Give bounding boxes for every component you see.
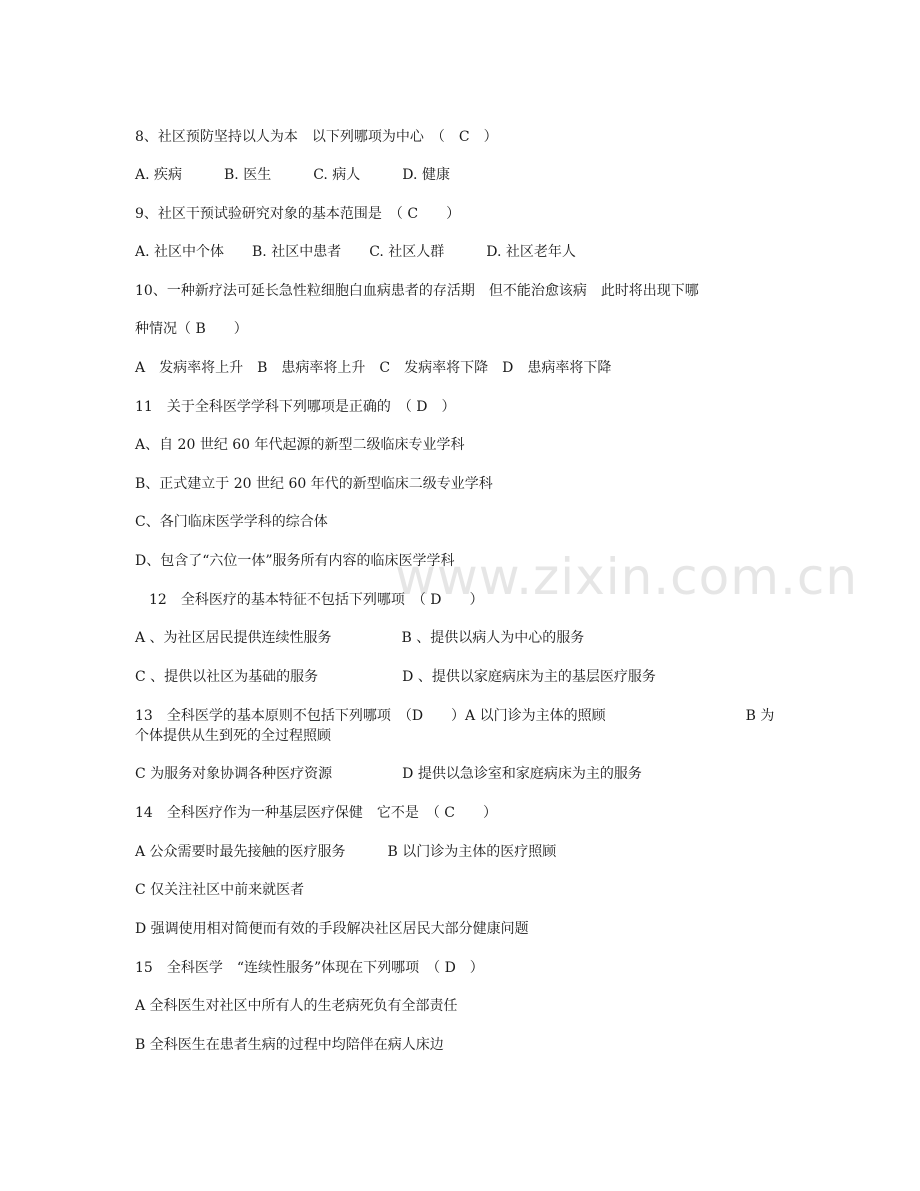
- question-15-option-a: A 全科医生对社区中所有人的生老病死负有全部责任: [135, 998, 458, 1014]
- question-13: 13 全科医学的基本原则不包括下列哪项 （D ）A 以门诊为主体的照顾 B 为: [135, 708, 775, 724]
- question-14-option-d: D 强调使用相对简便而有效的手段解决社区居民大部分健康问题: [135, 921, 529, 937]
- question-15: 15 全科医学 “连续性服务”体现在下列哪项 （ D ）: [135, 960, 484, 976]
- question-13-cont: 个体提供从生到死的全过程照顾: [135, 728, 331, 744]
- question-14: 14 全科医疗作为一种基层医疗保健 它不是 （ C ）: [135, 805, 497, 821]
- question-10-options: A 发病率将上升 B 患病率将上升 C 发病率将下降 D 患病率将下降: [135, 360, 612, 376]
- question-9: 9、社区干预试验研究对象的基本范围是 （ C ）: [135, 206, 461, 222]
- question-10-cont: 种情况（ B ）: [135, 321, 248, 337]
- question-13-options-cd: C 为服务对象协调各种医疗资源 D 提供以急诊室和家庭病床为主的服务: [135, 766, 642, 782]
- question-14-options-ab: A 公众需要时最先接触的医疗服务 B 以门诊为主体的医疗照顾: [135, 844, 557, 860]
- question-9-options: A. 社区中个体 B. 社区中患者 C. 社区人群 D. 社区老年人: [135, 244, 576, 260]
- question-10: 10、一种新疗法可延长急性粒细胞白血病患者的存活期 但不能治愈该病 此时将出现下哪: [135, 283, 699, 299]
- question-11-option-a: A、自 20 世纪 60 年代起源的新型二级临床专业学科: [135, 437, 465, 453]
- question-15-option-b: B 全科医生在患者生病的过程中均陪伴在病人床边: [135, 1037, 444, 1053]
- question-11-option-c: C、各门临床医学学科的综合体: [135, 514, 328, 530]
- question-14-option-c: C 仅关注社区中前来就医者: [135, 882, 305, 898]
- question-8: 8、社区预防坚持以人为本 以下列哪项为中心 （ C ）: [135, 129, 498, 145]
- question-11: 11 关于全科医学学科下列哪项是正确的 （ D ）: [135, 399, 456, 415]
- question-12-options-cd: C 、提供以社区为基础的服务 D 、提供以家庭病床为主的基层医疗服务: [135, 669, 656, 685]
- question-11-option-d: D、包含了“六位一体”服务所有内容的临床医学学科: [135, 553, 455, 569]
- question-11-option-b: B、正式建立于 20 世纪 60 年代的新型临床二级专业学科: [135, 476, 493, 492]
- question-8-options: A. 疾病 B. 医生 C. 病人 D. 健康: [135, 167, 450, 183]
- question-12-options-ab: A 、为社区居民提供连续性服务 B 、提供以病人为中心的服务: [135, 630, 585, 646]
- question-12: 12 全科医疗的基本特征不包括下列哪项 （ D ）: [135, 592, 484, 608]
- watermark: www.zixin.com.cn: [395, 548, 859, 606]
